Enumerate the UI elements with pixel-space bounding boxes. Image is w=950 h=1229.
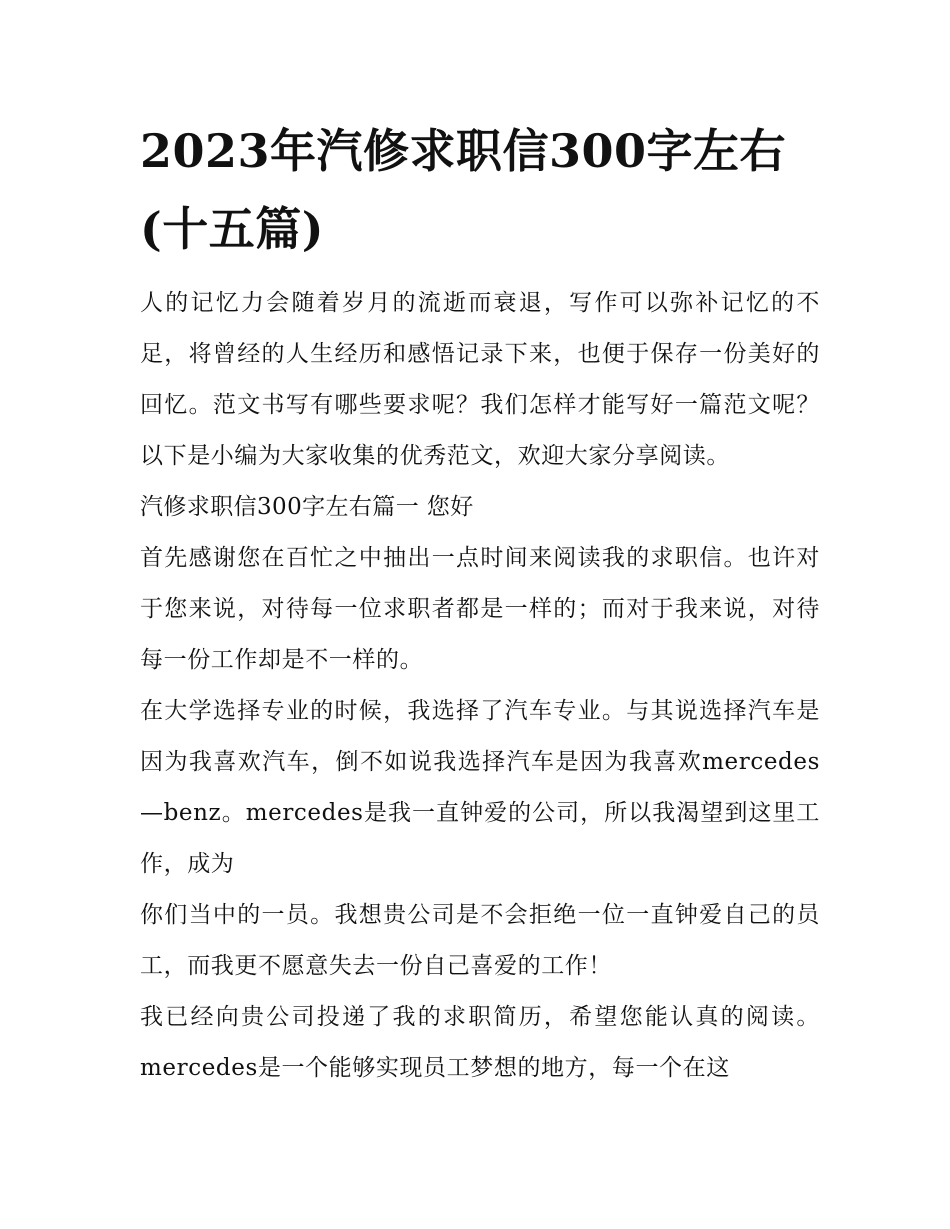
intro-paragraph: 人的记忆力会随着岁月的流逝而衰退，写作可以弥补记忆的不足，将曾经的人生经历和感悟记录下来，也便于保存一份美好的回忆。范文书写有哪些要求呢？我们怎样才能写好一篇范文呢？以下是小编为大家收集的优秀范文，欢迎大家分享阅读。 xyxy=(140,290,820,469)
document-title: 2023年汽修求职信300字左右(十五篇) xyxy=(140,124,787,256)
body-paragraph: 首先感谢您在百忙之中抽出一点时间来阅读我的求职信。也许对于您来说，对待每一位求职者都是一样的；而对于我来说，对待每一份工作却是不一样的。 xyxy=(140,545,820,673)
body-paragraph: 在大学选择专业的时候，我选择了汽车专业。与其说选择汽车是因为我喜欢汽车，倒不如说我选择汽车是因为我喜欢mercedes—benz。mercedes是我一直钟爱的公司，所以我渴望到这里工作，成为 xyxy=(140,698,820,877)
document-body xyxy=(140,278,820,1094)
body-paragraph: 我已经向贵公司投递了我的求职简历，希望您能认真的阅读。mercedes是一个能够实现员工梦想的地方，每一个在这 xyxy=(140,1004,820,1081)
body-paragraph: 你们当中的一员。我想贵公司是不会拒绝一位一直钟爱自己的员工，而我更不愿意失去一份自己喜爱的工作！ xyxy=(140,902,820,979)
section-heading: 汽修求职信300字左右篇一 您好 xyxy=(140,494,474,520)
